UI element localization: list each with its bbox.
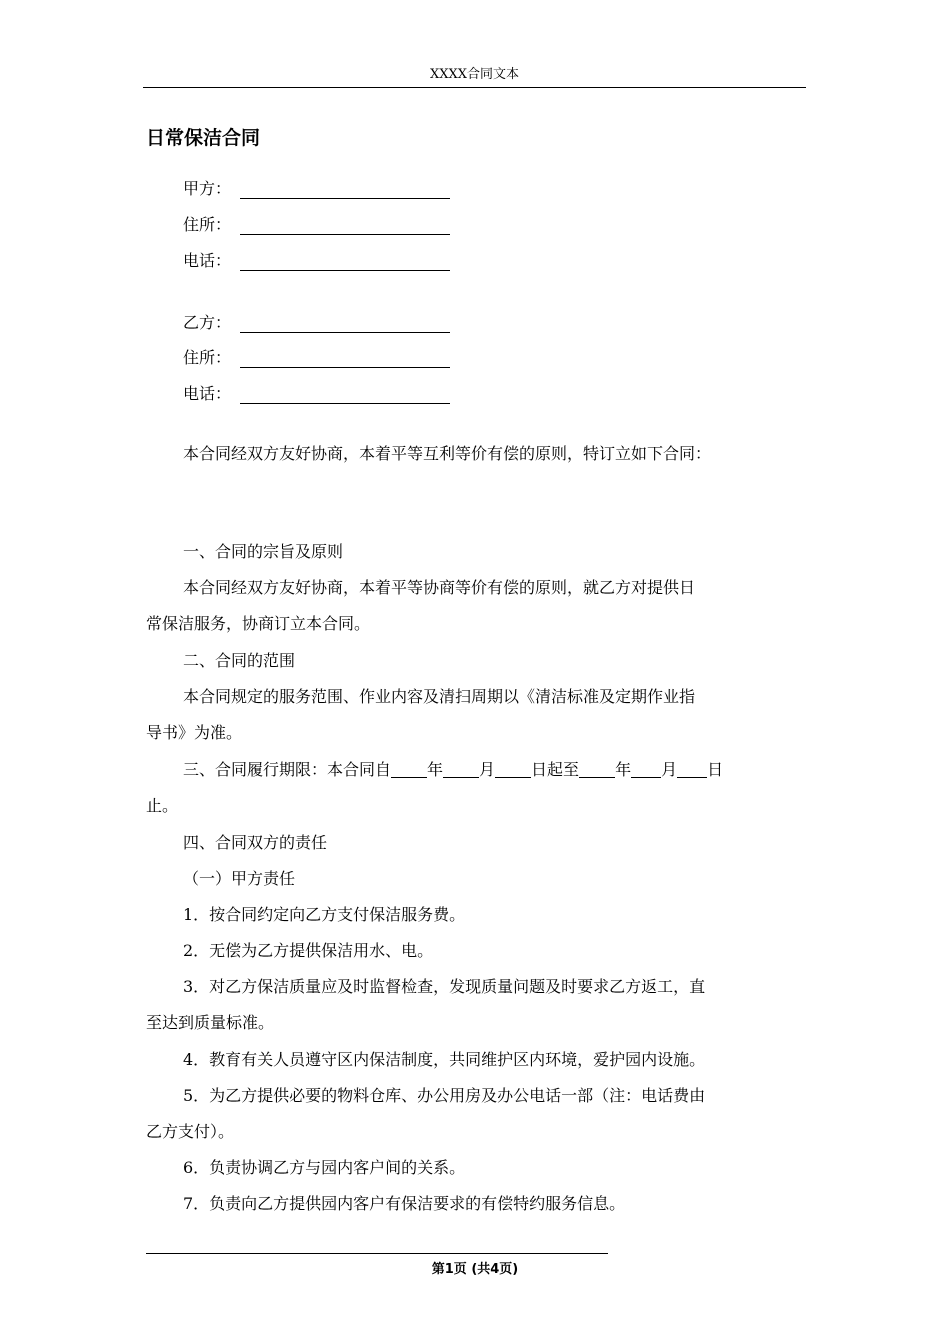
end-year-blank [579, 761, 615, 778]
document-title: 日常保洁合同 [146, 127, 261, 149]
list-item-6: 6．负责协调乙方与园内客户间的关系。 [183, 1158, 466, 1177]
party-a-address-row [183, 214, 231, 238]
party-b-name-row [183, 312, 231, 336]
start-month-blank [443, 761, 479, 778]
term-prefix: 三、合同履行期限：本合同自 [183, 760, 392, 779]
page-number: 第1页 (共4页) [431, 1262, 519, 1277]
term-year-2: 年 [615, 760, 632, 779]
party-a-address-blank [240, 234, 450, 235]
page-header: XXXX合同文本 [429, 67, 520, 82]
section-1-text-line-2: 常保洁服务，协商订立本合同。 [146, 614, 371, 633]
party-b-address-label: 住所： [183, 348, 232, 367]
term-day-2: 日 [707, 760, 724, 779]
footer-divider [146, 1253, 608, 1254]
party-b-address-row [183, 347, 231, 371]
list-item-1: 1．按合同约定向乙方支付保洁服务费。 [183, 905, 466, 924]
section-3-text-line-2: 止。 [146, 796, 179, 815]
section-1-text-line-1: 本合同经双方友好协商，本着平等协商等价有偿的原则，就乙方对提供日 [183, 578, 696, 597]
term-month-1: 月 [479, 760, 496, 779]
list-item-7: 7．负责向乙方提供园内客户有保洁要求的有偿特约服务信息。 [183, 1194, 626, 1213]
header-divider [143, 87, 806, 88]
preamble: 本合同经双方友好协商，本着平等互利等价有偿的原则，特订立如下合同： [183, 444, 712, 463]
section-1-heading: 一、合同的宗旨及原则 [183, 542, 344, 561]
party-b-phone-label: 电话： [183, 384, 232, 403]
list-item-2: 2．无偿为乙方提供保洁用水、电。 [183, 941, 434, 960]
section-2-text-line-2: 导书》为准。 [146, 723, 243, 742]
party-b-name-label: 乙方： [183, 313, 232, 332]
party-a-name-blank [240, 198, 450, 199]
party-b-phone-row [183, 383, 231, 407]
list-item-4: 4．教育有关人员遵守区内保洁制度，共同维护区内环境，爱护园内设施。 [183, 1050, 706, 1069]
party-b-address-blank [240, 367, 450, 368]
term-year-1: 年 [427, 760, 444, 779]
end-day-blank [677, 761, 707, 778]
party-b-name-blank [240, 332, 450, 333]
party-a-name-row [183, 178, 231, 202]
party-a-address-label: 住所： [183, 215, 232, 234]
list-item-5-line-1: 5．为乙方提供必要的物料仓库、办公用房及办公电话一部（注：电话费由 [183, 1086, 706, 1105]
section-2-text-line-1: 本合同规定的服务范围、作业内容及清扫周期以《清洁标准及定期作业指 [183, 687, 696, 706]
end-month-blank [631, 761, 661, 778]
party-a-phone-blank [240, 270, 450, 271]
section-3-term-line [183, 760, 723, 780]
list-item-3-line-1: 3．对乙方保洁质量应及时监督检查，发现质量问题及时要求乙方返工，直 [183, 977, 706, 996]
start-day-blank [495, 761, 531, 778]
party-a-phone-label: 电话： [183, 251, 232, 270]
list-item-5-line-2: 乙方支付）。 [146, 1122, 235, 1141]
party-a-phone-row [183, 250, 231, 274]
term-month-2: 月 [661, 760, 678, 779]
party-b-phone-blank [240, 403, 450, 404]
party-a-name-label: 甲方： [183, 179, 232, 198]
term-day-until: 日起至 [531, 760, 580, 779]
section-4-subheading: （一）甲方责任 [183, 869, 296, 888]
list-item-3-line-2: 至达到质量标准。 [146, 1013, 275, 1032]
section-2-heading: 二、合同的范围 [183, 651, 296, 670]
start-year-blank [391, 761, 427, 778]
section-4-heading: 四、合同双方的责任 [183, 833, 328, 852]
